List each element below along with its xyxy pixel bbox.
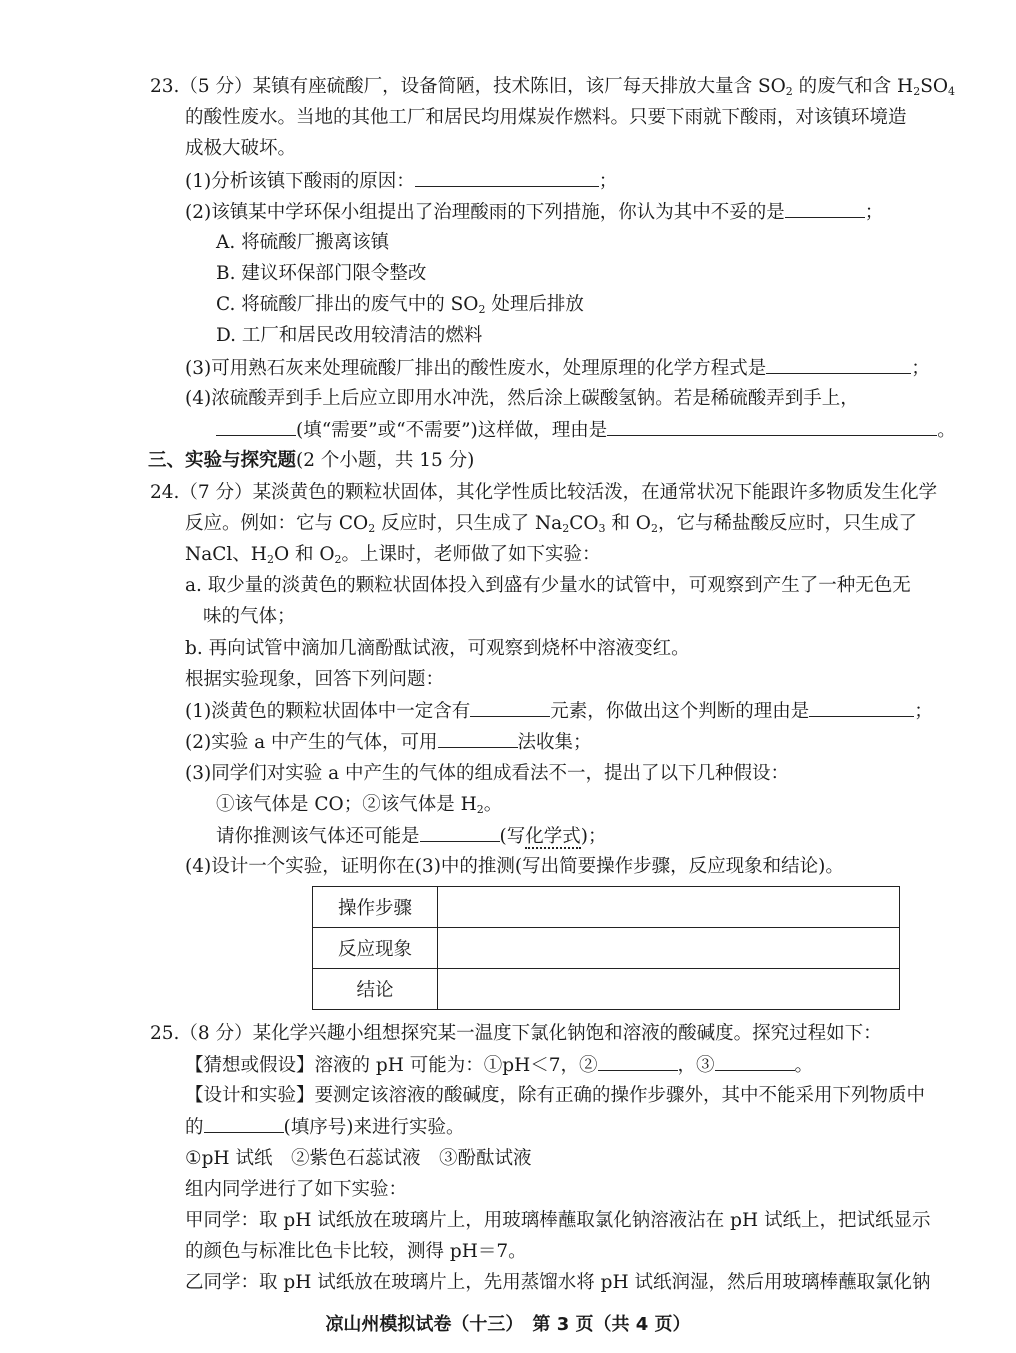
table-row [313,928,900,969]
q25-design-cont: 的 (填序号)来进行实验。 [185,1114,464,1141]
q24-intro: 根据实验现象，回答下列问题： [185,669,445,690]
q25-yi1: 乙同学：取 pH 试纸放在玻璃片上，先用蒸馏水将 pH 试纸润湿，然后用玻璃棒蘸取氯化钠 [185,1272,931,1293]
q23-line2: 的酸性废水。当地的其他工厂和居民均用煤炭作燃料。只要下雨就下酸雨，对该镇环境造 [185,107,907,128]
q23-option-c: C. 将硫酸厂排出的废气中的 $SO_2$ 处理后排放 [216,294,584,316]
q24-hypotheses: ①该气体是 CO；②该气体是 $H_2$。 [216,794,503,816]
q23-sub1: (1)分析该镇下酸雨的原因： ； [185,168,617,195]
answer-blank[interactable] [809,698,914,717]
q23-option-b: B. 建议环保部门限令整改 [216,263,427,284]
q23-sub3: (3)可用熟石灰来处理硫酸厂排出的酸性废水，处理原理的化学方程式是 ； [185,355,930,382]
table-header-cell: 反应现象 [313,928,438,969]
answer-blank[interactable] [438,729,518,748]
q23-option-a: A. 将硫酸厂搬离该镇 [216,232,390,253]
q24-line1: 24.（7 分）某淡黄色的颗粒状固体，其化学性质比较活泼，在通常状况下能跟许多物质发生化学 [150,482,938,503]
q23-sub4-cont: (填“需要”或“不需要”)这样做，理由是 。 [216,417,956,444]
q23-sub2: (2)该镇某中学环保小组提出了治理酸雨的下列措施，你认为其中不妥的是 ； [185,199,883,226]
q23-option-d: D. 工厂和居民改用较清洁的燃料 [216,325,483,346]
answer-blank[interactable] [607,417,937,436]
q24-sub1: (1)淡黄色的颗粒状固体中一定含有 元素，你做出这个判断的理由是 ； [185,698,933,725]
q25-line1: 25.（8 分）某化学兴趣小组想探究某一温度下氯化钠饱和溶液的酸碱度。探究过程如下： [150,1023,882,1044]
answer-blank[interactable] [715,1052,795,1071]
q25-design: 【设计和实验】要测定该溶液的酸碱度，除有正确的操作步骤外，其中不能采用下列物质中 [185,1085,926,1106]
q24-sub2: (2)实验 a 中产生的气体，可用 法收集； [185,729,592,756]
answer-blank[interactable] [470,698,550,717]
page-footer: 凉山州模拟试卷（十三） 第 3 页（共 4 页） [325,1314,691,1335]
experiment-table [312,886,900,1010]
answer-blank[interactable] [785,199,865,218]
answer-cell[interactable] [438,969,900,1010]
q25-jia2: 的颜色与标准比色卡比较，测得 pH＝7。 [185,1241,527,1262]
table-row [313,887,900,928]
q24-guess: 请你推测该气体还可能是 (写化学式)； [216,823,606,850]
answer-cell[interactable] [438,928,900,969]
q23-sub4: (4)浓硫酸弄到手上后应立即用水冲洗，然后涂上碳酸氢钠。若是稀硫酸弄到手上， [185,388,859,409]
table-row [313,969,900,1010]
q24-step-a: a. 取少量的淡黄色的颗粒状固体投入到盛有少量水的试管中，可观察到产生了一种无色无 [185,575,911,596]
q24-step-b: b. 再向试管中滴加几滴酚酞试液，可观察到烧杯中溶液变红。 [185,638,690,659]
q25-group: 组内同学进行了如下实验： [185,1179,408,1200]
q25-guess: 【猜想或假设】溶液的 pH 可能为：①pH＜7，② ，③ 。 [185,1052,813,1079]
answer-cell[interactable] [438,887,900,928]
answer-blank[interactable] [598,1052,678,1071]
answer-blank[interactable] [216,417,296,436]
answer-blank[interactable] [766,355,911,374]
q24-sub4: (4)设计一个实验，证明你在(3)中的推测(写出简要操作步骤，反应现象和结论)。 [185,856,844,877]
q25-jia1: 甲同学：取 pH 试纸放在玻璃片上，用玻璃棒蘸取氯化钠溶液沾在 pH 试纸上，把试纸显示 [185,1210,931,1231]
answer-blank[interactable] [415,168,599,187]
q23-line1: 23.（5 分）某镇有座硫酸厂，设备简陋，技术陈旧，该厂每天排放大量含 $SO_2$ 的废气和含 $H_2SO_4$ [150,76,956,98]
q24-line3: NaCl、$H_2O$ 和 $O_2$。上课时，老师做了如下实验： [185,544,601,566]
q23-line3: 成极大破坏。 [185,138,297,159]
q24-step-a-cont: 味的气体； [203,606,296,627]
q25-options: ①pH 试纸 ②紫色石蕊试液 ③酚酞试液 [185,1148,532,1169]
q24-line2: 反应。例如：它与 $CO_2$ 反应时，只生成了 $Na_2CO_3$ 和 $O_2$，它与稀盐酸反应时，只生成了 [185,513,917,535]
table-header-cell: 操作步骤 [313,887,438,928]
answer-blank[interactable] [204,1114,284,1133]
q24-sub3: (3)同学们对实验 a 中产生的气体的组成看法不一，提出了以下几种假设： [185,763,789,784]
table-header-cell: 结论 [313,969,438,1010]
answer-blank[interactable] [420,823,500,842]
section-heading: 三、实验与探究题(2 个小题，共 15 分) [148,450,475,471]
